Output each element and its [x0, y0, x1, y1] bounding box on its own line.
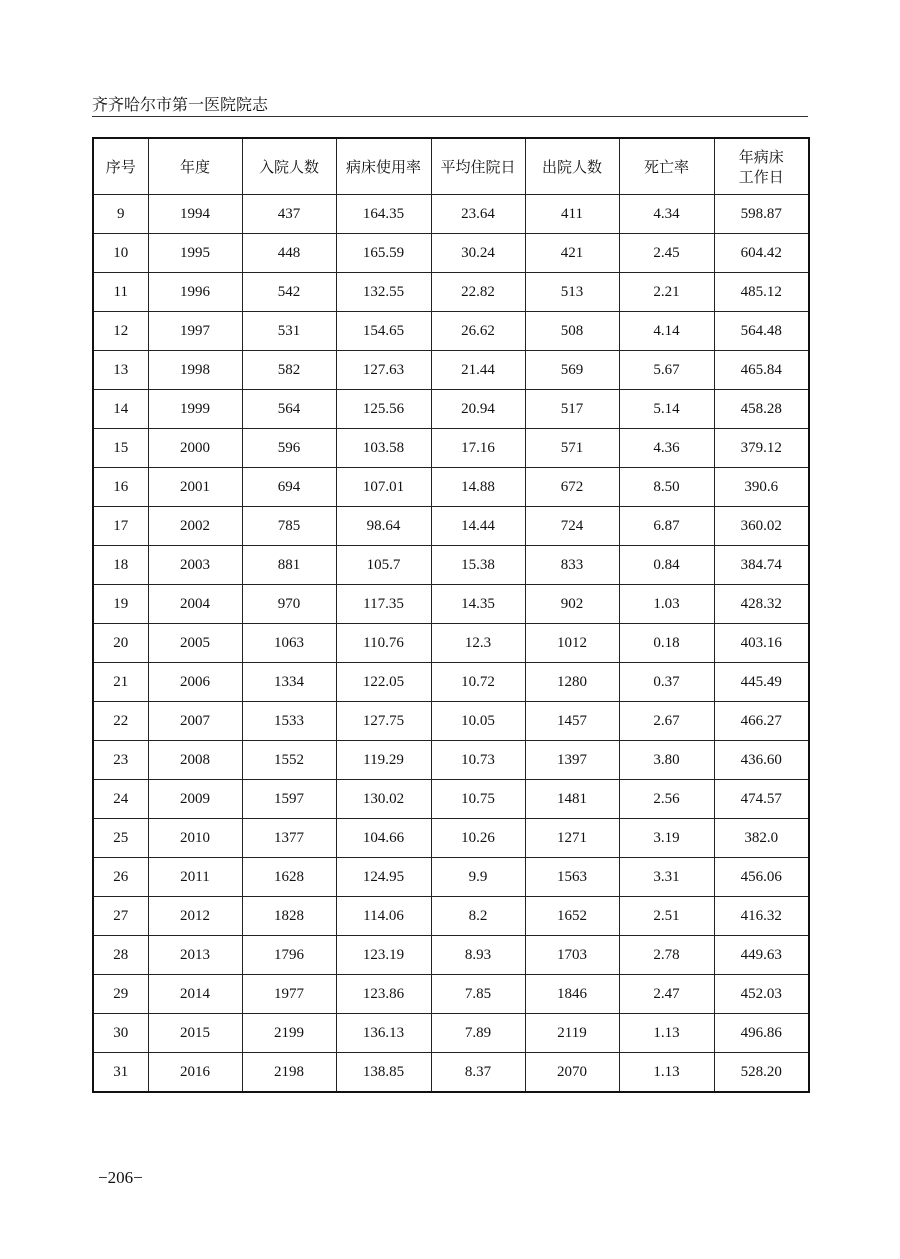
- table-cell: 421: [525, 234, 619, 273]
- table-cell: 7.89: [431, 1014, 525, 1053]
- table-cell: 124.95: [336, 858, 431, 897]
- table-cell: 18: [93, 546, 148, 585]
- table-row: [93, 897, 809, 936]
- table-cell: 403.16: [714, 624, 809, 663]
- table-cell: 107.01: [336, 468, 431, 507]
- table-row: [93, 429, 809, 468]
- table-row: [93, 819, 809, 858]
- table-cell: 485.12: [714, 273, 809, 312]
- table-cell: 15: [93, 429, 148, 468]
- table-cell: 1377: [242, 819, 336, 858]
- table-cell: 165.59: [336, 234, 431, 273]
- table-cell: 2002: [148, 507, 242, 546]
- table-cell: 1997: [148, 312, 242, 351]
- table-cell: 136.13: [336, 1014, 431, 1053]
- table-cell: 122.05: [336, 663, 431, 702]
- table-cell: 8.2: [431, 897, 525, 936]
- table-cell: 2198: [242, 1053, 336, 1093]
- table-row: [93, 585, 809, 624]
- table-cell: 1977: [242, 975, 336, 1014]
- table-cell: 14.44: [431, 507, 525, 546]
- table-cell: 1063: [242, 624, 336, 663]
- table-cell: 29: [93, 975, 148, 1014]
- table-row: [93, 546, 809, 585]
- table-cell: 0.84: [619, 546, 714, 585]
- table-cell: 452.03: [714, 975, 809, 1014]
- table-cell: 2008: [148, 741, 242, 780]
- table-cell: 19: [93, 585, 148, 624]
- table-cell: 26.62: [431, 312, 525, 351]
- table-cell: 2013: [148, 936, 242, 975]
- table-cell: 110.76: [336, 624, 431, 663]
- table-cell: 672: [525, 468, 619, 507]
- table-cell: 31: [93, 1053, 148, 1093]
- statistics-table: [92, 137, 810, 1093]
- table-row: [93, 312, 809, 351]
- table-cell: 5.14: [619, 390, 714, 429]
- table-cell: 4.34: [619, 195, 714, 234]
- table-cell: 22.82: [431, 273, 525, 312]
- table-cell: 1012: [525, 624, 619, 663]
- table-cell: 2000: [148, 429, 242, 468]
- table-cell: 379.12: [714, 429, 809, 468]
- table-cell: 28: [93, 936, 148, 975]
- column-header: 出院人数: [525, 138, 619, 195]
- table-cell: 10.75: [431, 780, 525, 819]
- table-cell: 456.06: [714, 858, 809, 897]
- table-cell: 24: [93, 780, 148, 819]
- table-cell: 119.29: [336, 741, 431, 780]
- table-cell: 17: [93, 507, 148, 546]
- table-cell: 2.47: [619, 975, 714, 1014]
- table-cell: 21: [93, 663, 148, 702]
- table-cell: 1703: [525, 936, 619, 975]
- table-cell: 3.19: [619, 819, 714, 858]
- table-cell: 8.50: [619, 468, 714, 507]
- table-row: [93, 936, 809, 975]
- table-cell: 465.84: [714, 351, 809, 390]
- table-cell: 2070: [525, 1053, 619, 1093]
- header-rule: [92, 116, 808, 117]
- table-cell: 390.6: [714, 468, 809, 507]
- table-cell: 1.13: [619, 1014, 714, 1053]
- table-row: [93, 858, 809, 897]
- table-cell: 528.20: [714, 1053, 809, 1093]
- table-cell: 428.32: [714, 585, 809, 624]
- table-row: [93, 624, 809, 663]
- table-cell: 517: [525, 390, 619, 429]
- table-cell: 1998: [148, 351, 242, 390]
- table-cell: 2119: [525, 1014, 619, 1053]
- table-cell: 513: [525, 273, 619, 312]
- table-cell: 382.0: [714, 819, 809, 858]
- table-cell: 694: [242, 468, 336, 507]
- table-cell: 416.32: [714, 897, 809, 936]
- table-cell: 1846: [525, 975, 619, 1014]
- table-cell: 724: [525, 507, 619, 546]
- table-row: [93, 975, 809, 1014]
- table-cell: 10.26: [431, 819, 525, 858]
- table-cell: 970: [242, 585, 336, 624]
- table-row: [93, 741, 809, 780]
- table-cell: 384.74: [714, 546, 809, 585]
- table-cell: 0.18: [619, 624, 714, 663]
- table-row: [93, 351, 809, 390]
- page-number: −206−: [98, 1168, 143, 1187]
- table-cell: 105.7: [336, 546, 431, 585]
- table-cell: 2005: [148, 624, 242, 663]
- table-cell: 132.55: [336, 273, 431, 312]
- table-cell: 23: [93, 741, 148, 780]
- table-cell: 598.87: [714, 195, 809, 234]
- table-cell: 104.66: [336, 819, 431, 858]
- table-cell: 10.73: [431, 741, 525, 780]
- table-cell: 22: [93, 702, 148, 741]
- table-cell: 445.49: [714, 663, 809, 702]
- table-cell: 474.57: [714, 780, 809, 819]
- column-header: 死亡率: [619, 138, 714, 195]
- table-cell: 1828: [242, 897, 336, 936]
- table-cell: 17.16: [431, 429, 525, 468]
- table-cell: 12: [93, 312, 148, 351]
- table-cell: 4.14: [619, 312, 714, 351]
- table-cell: 466.27: [714, 702, 809, 741]
- table-cell: 0.37: [619, 663, 714, 702]
- table-cell: 9.9: [431, 858, 525, 897]
- table-cell: 2011: [148, 858, 242, 897]
- table-cell: 596: [242, 429, 336, 468]
- header-row: [93, 138, 809, 195]
- table-cell: 1999: [148, 390, 242, 429]
- table-cell: 508: [525, 312, 619, 351]
- table-cell: 6.87: [619, 507, 714, 546]
- table-cell: 1552: [242, 741, 336, 780]
- table-cell: 21.44: [431, 351, 525, 390]
- table-cell: 11: [93, 273, 148, 312]
- table-cell: 13: [93, 351, 148, 390]
- table-cell: 23.64: [431, 195, 525, 234]
- table-cell: 138.85: [336, 1053, 431, 1093]
- table-cell: 571: [525, 429, 619, 468]
- column-header: 序号: [93, 138, 148, 195]
- table-cell: 12.3: [431, 624, 525, 663]
- table-cell: 20: [93, 624, 148, 663]
- table-cell: 2006: [148, 663, 242, 702]
- table-cell: 1628: [242, 858, 336, 897]
- table-cell: 1796: [242, 936, 336, 975]
- table-cell: 127.63: [336, 351, 431, 390]
- table-row: [93, 468, 809, 507]
- table-cell: 10: [93, 234, 148, 273]
- table-cell: 154.65: [336, 312, 431, 351]
- table-cell: 103.58: [336, 429, 431, 468]
- table-cell: 2003: [148, 546, 242, 585]
- table-cell: 569: [525, 351, 619, 390]
- table-cell: 1994: [148, 195, 242, 234]
- table-cell: 458.28: [714, 390, 809, 429]
- table-cell: 2014: [148, 975, 242, 1014]
- table-header: [93, 138, 809, 195]
- table-cell: 902: [525, 585, 619, 624]
- table-cell: 164.35: [336, 195, 431, 234]
- table-cell: 449.63: [714, 936, 809, 975]
- table-cell: 2004: [148, 585, 242, 624]
- table-cell: 10.72: [431, 663, 525, 702]
- table-cell: 27: [93, 897, 148, 936]
- table-cell: 117.35: [336, 585, 431, 624]
- table-cell: 1995: [148, 234, 242, 273]
- table-row: [93, 234, 809, 273]
- table-row: [93, 273, 809, 312]
- table-cell: 542: [242, 273, 336, 312]
- table-cell: 3.31: [619, 858, 714, 897]
- table-row: [93, 1014, 809, 1053]
- table-cell: 7.85: [431, 975, 525, 1014]
- table-cell: 14: [93, 390, 148, 429]
- column-header: 平均住院日: [431, 138, 525, 195]
- table-cell: 833: [525, 546, 619, 585]
- table-cell: 123.19: [336, 936, 431, 975]
- table-cell: 127.75: [336, 702, 431, 741]
- table-cell: 564.48: [714, 312, 809, 351]
- table-cell: 1457: [525, 702, 619, 741]
- table-row: [93, 702, 809, 741]
- table-cell: 582: [242, 351, 336, 390]
- table-cell: 1996: [148, 273, 242, 312]
- table-cell: 25: [93, 819, 148, 858]
- table-cell: 360.02: [714, 507, 809, 546]
- table-cell: 1280: [525, 663, 619, 702]
- table-cell: 2.45: [619, 234, 714, 273]
- column-header: 年度: [148, 138, 242, 195]
- table-cell: 2012: [148, 897, 242, 936]
- table-cell: 2015: [148, 1014, 242, 1053]
- table-cell: 2.78: [619, 936, 714, 975]
- table-cell: 130.02: [336, 780, 431, 819]
- table-cell: 14.88: [431, 468, 525, 507]
- table-cell: 123.86: [336, 975, 431, 1014]
- table-cell: 8.37: [431, 1053, 525, 1093]
- table-cell: 1652: [525, 897, 619, 936]
- table-cell: 125.56: [336, 390, 431, 429]
- table-cell: 3.80: [619, 741, 714, 780]
- table-cell: 1.03: [619, 585, 714, 624]
- table-row: [93, 1053, 809, 1093]
- table-cell: 1563: [525, 858, 619, 897]
- table-cell: 564: [242, 390, 336, 429]
- table-cell: 5.67: [619, 351, 714, 390]
- table-cell: 436.60: [714, 741, 809, 780]
- table-cell: 448: [242, 234, 336, 273]
- table-cell: 411: [525, 195, 619, 234]
- table-cell: 1533: [242, 702, 336, 741]
- column-header: 入院人数: [242, 138, 336, 195]
- table-cell: 1334: [242, 663, 336, 702]
- table-cell: 10.05: [431, 702, 525, 741]
- table-cell: 496.86: [714, 1014, 809, 1053]
- table-row: [93, 780, 809, 819]
- table-cell: 2.56: [619, 780, 714, 819]
- table-cell: 604.42: [714, 234, 809, 273]
- table-cell: 114.06: [336, 897, 431, 936]
- table-cell: 30: [93, 1014, 148, 1053]
- table-row: [93, 663, 809, 702]
- running-head-title: 齐齐哈尔市第一医院院志: [92, 95, 269, 114]
- table-cell: 30.24: [431, 234, 525, 273]
- table-body: [93, 195, 809, 1093]
- table-cell: 2009: [148, 780, 242, 819]
- table-cell: 785: [242, 507, 336, 546]
- table-cell: 26: [93, 858, 148, 897]
- table-cell: 4.36: [619, 429, 714, 468]
- table-row: [93, 195, 809, 234]
- table-cell: 2016: [148, 1053, 242, 1093]
- table-row: [93, 507, 809, 546]
- column-header: 年病床 工作日: [714, 138, 809, 195]
- table-cell: 16: [93, 468, 148, 507]
- column-header: 病床使用率: [336, 138, 431, 195]
- table-cell: 437: [242, 195, 336, 234]
- table-cell: 1271: [525, 819, 619, 858]
- table-cell: 1397: [525, 741, 619, 780]
- table-cell: 15.38: [431, 546, 525, 585]
- table-cell: 531: [242, 312, 336, 351]
- table-cell: 2001: [148, 468, 242, 507]
- table-cell: 9: [93, 195, 148, 234]
- table-cell: 2.67: [619, 702, 714, 741]
- table-cell: 1481: [525, 780, 619, 819]
- table-row: [93, 390, 809, 429]
- table-cell: 98.64: [336, 507, 431, 546]
- table-cell: 8.93: [431, 936, 525, 975]
- table-cell: 2.51: [619, 897, 714, 936]
- table-cell: 1.13: [619, 1053, 714, 1093]
- table-cell: 20.94: [431, 390, 525, 429]
- table-cell: 881: [242, 546, 336, 585]
- table-cell: 2.21: [619, 273, 714, 312]
- table-cell: 2199: [242, 1014, 336, 1053]
- table-cell: 2010: [148, 819, 242, 858]
- table-cell: 2007: [148, 702, 242, 741]
- table-cell: 14.35: [431, 585, 525, 624]
- table-cell: 1597: [242, 780, 336, 819]
